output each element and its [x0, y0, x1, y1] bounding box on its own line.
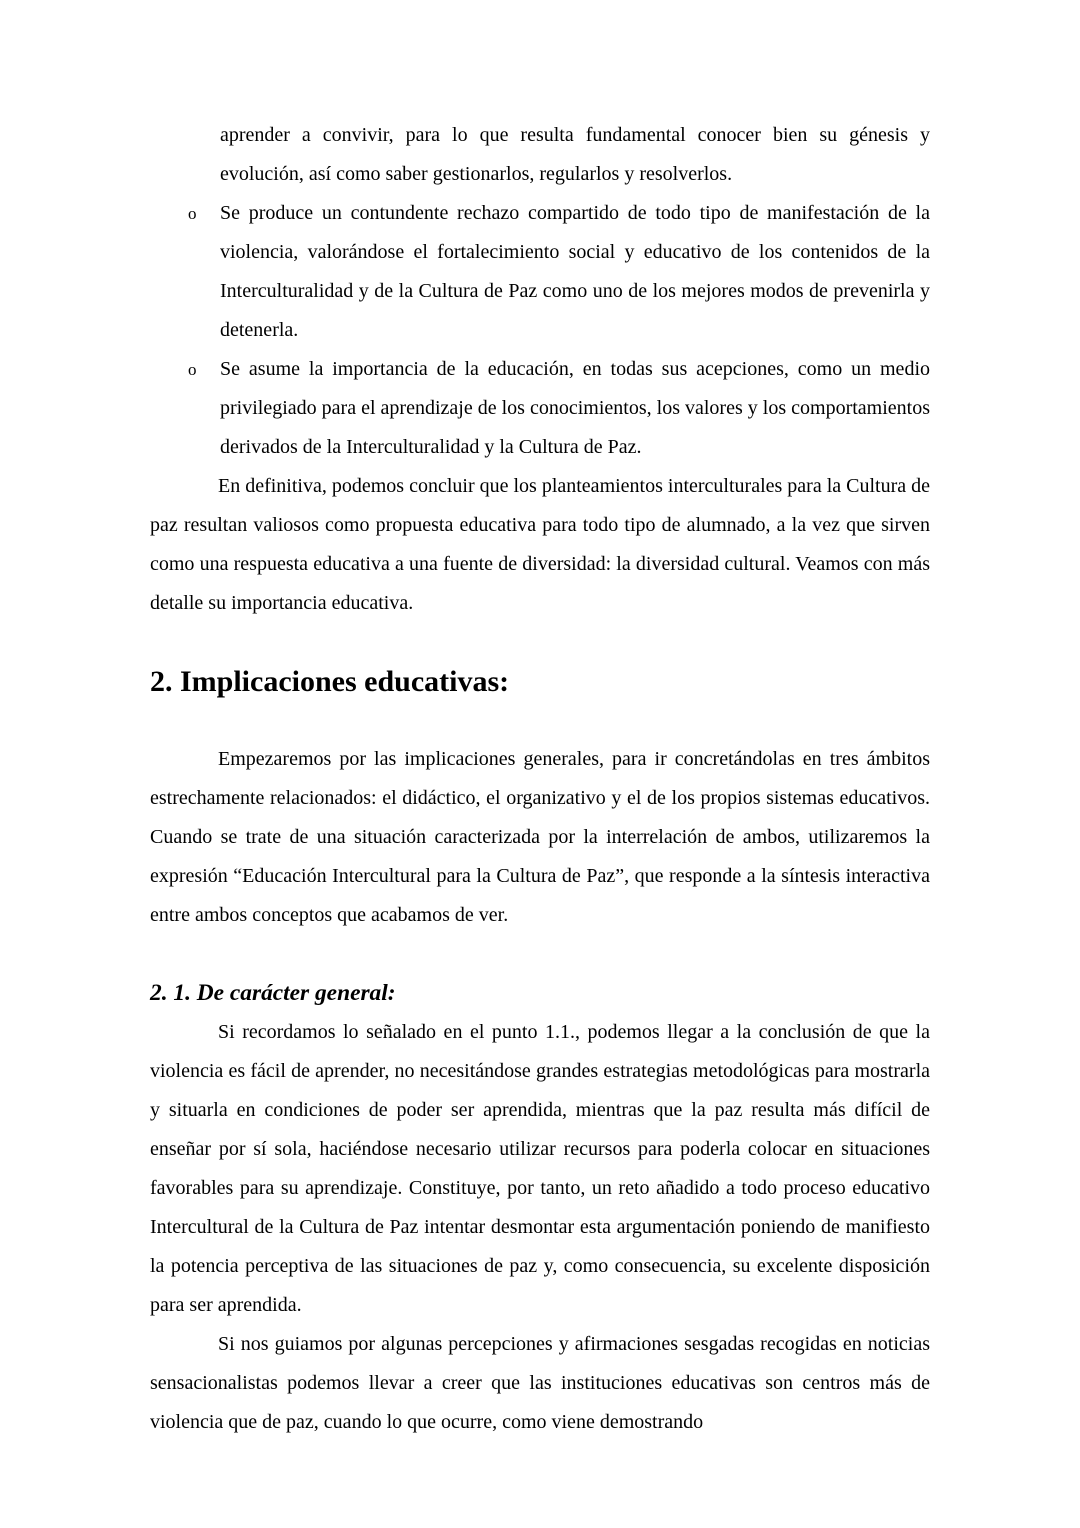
- paragraph-final: Si nos guiamos por algunas percepciones y afirmaciones sesgadas recogidas en noticias sensacionalistas podemos llevar a creer que las instituciones educativas son centros más de violencia que de paz, cuando lo que ocurre, como viene demostrando: [150, 1333, 930, 1433]
- bullet-item: [150, 194, 930, 350]
- bullet-text: Se asume la importancia de la educación, en todas sus acepciones, como un medio privilegiado para el aprendizaje de los conocimientos, los valores y los comportamientos derivados de la Interculturalidad y la Cultura de Paz.: [220, 358, 930, 458]
- bullet-text: Se produce un contundente rechazo compartido de todo tipo de manifestación de la violencia, valorándose el fortalecimiento social y educativo de los contenidos de la Interculturalidad y de la Cultura de Paz como uno de los mejores modos de prevenirla y detenerla.: [220, 202, 930, 341]
- heading-implicaciones-educativas: 2. Implicaciones educativas:: [150, 665, 510, 698]
- heading-de-caracter-general: 2. 1. De carácter general:: [150, 980, 396, 1006]
- paragraph-bullet-continuation: aprender a convivir, para lo que resulta fundamental conocer bien su génesis y evolución, así como saber gestionarlos, regularlos y resolverlos.: [220, 124, 930, 185]
- paragraph-implicaciones: Empezaremos por las implicaciones generales, para ir concretándolas en tres ámbitos estrechamente relacionados: el didáctico, el organizativo y el de los propios sistemas educativos. Cuando se trate de una situación caracterizada por la interrelación de ambos, utilizaremos la expresión “Educación Intercultural para la Cultura de Paz”, que responde a la síntesis interactiva entre ambos conceptos que acabamos de ver.: [150, 748, 930, 926]
- paragraph-caracter-general: Si recordamos lo señalado en el punto 1.1., podemos llegar a la conclusión de que la violencia es fácil de aprender, no necesitándose grandes estrategias metodológicas para mostrarla y situarla en condiciones de poder ser aprendida, mientras que la paz resulta más difícil de enseñar por sí sola, haciéndose necesario utilizar recursos para poderla colocar en situaciones favorables para su aprendizaje. Constituye, por tanto, un reto añadido a todo proceso educativo Intercultural de la Cultura de Paz intentar desmontar esta argumentación poniendo de manifiesto la potencia perceptiva de las situaciones de paz y, como consecuencia, su excelente disposición para ser aprendida.: [150, 1021, 930, 1316]
- bullet-marker: o: [188, 360, 197, 379]
- bullet-marker: o: [188, 204, 197, 223]
- paragraph-conclusion: En definitiva, podemos concluir que los planteamientos interculturales para la Cultura de paz resultan valiosos como propuesta educativa para todo tipo de alumnado, a la vez que sirven como una respuesta educativa a una fuente de diversidad: la diversidad cultural. Veamos con más detalle su importancia educativa.: [150, 475, 931, 614]
- bullet-item: [150, 350, 930, 467]
